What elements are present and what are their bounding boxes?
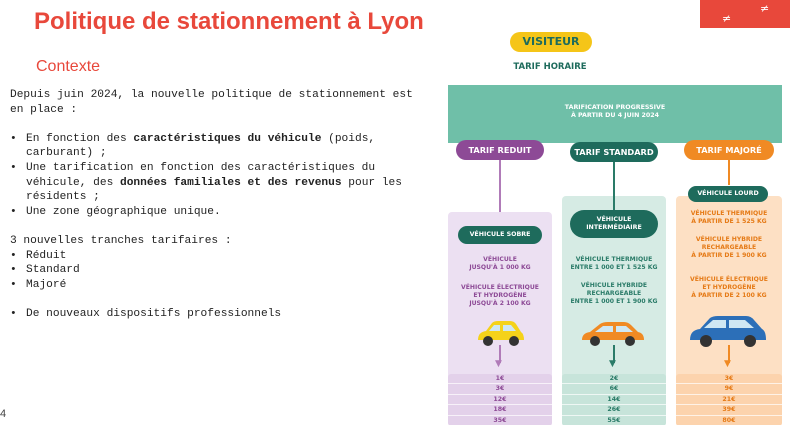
brand-logo bbox=[700, 0, 790, 28]
criteria-line: VÉHICULE ÉLECTRIQUE bbox=[461, 284, 539, 291]
vehicle-pill-line: VÉHICULE bbox=[596, 216, 632, 223]
tarif-horaire-label: TARIF HORAIRE bbox=[513, 62, 587, 72]
price-value: 2€ bbox=[562, 374, 666, 384]
tranche-label: Standard bbox=[26, 264, 80, 277]
vehicle-intermediaire-pill bbox=[570, 210, 658, 238]
criteria-line: RECHARGEABLE bbox=[701, 244, 757, 252]
criteria-line: ET HYDROGÈNE bbox=[702, 284, 756, 292]
criteria-line: ENTRE 1 000 ET 1 525 KG bbox=[570, 264, 658, 272]
criteria-line: À PARTIR DE 1 900 KG bbox=[691, 252, 767, 260]
tariff-infographic bbox=[440, 30, 790, 425]
bullet-text: Une tarification en fonction des caractéristiques du véhicule, des bbox=[26, 161, 376, 189]
logo-glyph: ≠ bbox=[722, 12, 732, 25]
bullet-item bbox=[10, 205, 430, 220]
bullet-glyph: • bbox=[10, 205, 17, 218]
bullet-glyph: • bbox=[10, 278, 17, 291]
small-car-icon bbox=[474, 318, 526, 348]
vehicle-criteria bbox=[564, 256, 664, 272]
bullet-glyph: • bbox=[10, 132, 17, 145]
criteria-line: JUSQU'À 1 000 KG bbox=[469, 264, 531, 272]
arrow-down-icon: ▼ bbox=[724, 359, 731, 369]
bullet-text: En fonction des bbox=[26, 132, 134, 145]
vehicle-criteria bbox=[564, 282, 664, 307]
vehicle-sobre-pill: VÉHICULE SOBRE bbox=[458, 226, 542, 244]
intro-text: Depuis juin 2024, la nouvelle politique de stationnement est en place : bbox=[10, 89, 420, 116]
bullet-item bbox=[10, 161, 430, 205]
bullet-glyph: • bbox=[10, 264, 17, 277]
tranches-intro: 3 nouvelles tranches tarifaires : bbox=[10, 234, 232, 247]
price-value: 3€ bbox=[676, 374, 782, 384]
progressive-pricing-banner bbox=[448, 85, 782, 143]
tranche-item bbox=[10, 249, 430, 264]
bullet-bold-text: données familiales et des revenus bbox=[120, 176, 342, 189]
price-value: 1€ bbox=[448, 374, 552, 384]
banner-line: À PARTIR DU 4 JUIN 2024 bbox=[570, 112, 660, 119]
tranche-label: Majoré bbox=[26, 278, 67, 291]
criteria-line: VÉHICULE HYBRIDE bbox=[580, 282, 648, 289]
criteria-line: RECHARGEABLE bbox=[586, 290, 642, 298]
car-wheel bbox=[625, 336, 635, 346]
bullet-text: Une zone géographique unique. bbox=[26, 205, 221, 218]
bullet-glyph: • bbox=[10, 161, 17, 174]
tarif-standard-header: TARIF STANDARD bbox=[570, 142, 658, 162]
criteria-line: JUSQU'À 2 100 KG bbox=[469, 300, 531, 308]
price-list-standard bbox=[562, 374, 666, 425]
bullet-text: De nouveaux dispositifs professionnels bbox=[26, 307, 282, 320]
page-number: 4 bbox=[0, 408, 7, 420]
connector-line bbox=[613, 162, 615, 210]
car-wheel bbox=[744, 335, 756, 347]
price-value: 35€ bbox=[448, 416, 552, 425]
medium-car-icon bbox=[580, 320, 646, 348]
criteria-line: VÉHICULE bbox=[483, 256, 517, 263]
price-value: 6€ bbox=[562, 384, 666, 394]
large-car-icon bbox=[688, 314, 768, 348]
price-value: 3€ bbox=[448, 384, 552, 394]
criteria-line: ENTRE 1 000 ET 1 900 KG bbox=[570, 298, 658, 306]
bullet-glyph: • bbox=[10, 249, 17, 262]
criteria-line: VÉHICULE THERMIQUE bbox=[690, 210, 768, 217]
criteria-line: VÉHICULE ÉLECTRIQUE bbox=[690, 276, 768, 283]
price-value: 80€ bbox=[676, 416, 782, 425]
vehicle-pill-line: INTERMÉDIAIRE bbox=[586, 224, 642, 231]
price-list-reduit bbox=[448, 374, 552, 425]
banner-line: TARIFICATION PROGRESSIVE bbox=[564, 104, 666, 111]
tranche-label: Réduit bbox=[26, 249, 67, 262]
vehicle-criteria bbox=[452, 256, 548, 272]
vehicle-criteria bbox=[678, 236, 780, 261]
price-value: 18€ bbox=[448, 405, 552, 415]
price-value: 26€ bbox=[562, 405, 666, 415]
price-value: 9€ bbox=[676, 384, 782, 394]
bullet-bold-text: caractéristiques du véhicule bbox=[133, 132, 322, 145]
slide-subtitle: Contexte bbox=[36, 58, 101, 75]
price-value: 14€ bbox=[562, 395, 666, 405]
tranche-item bbox=[10, 263, 430, 278]
logo-glyph: ≠ bbox=[760, 2, 770, 15]
car-wheel bbox=[590, 336, 600, 346]
criteria-line: ET HYDROGÈNE bbox=[473, 292, 527, 300]
vehicle-criteria bbox=[678, 210, 780, 226]
criteria-line: À PARTIR DE 1 525 KG bbox=[691, 218, 767, 226]
vehicle-lourd-pill: VÉHICULE LOURD bbox=[688, 186, 768, 202]
criteria-line: À PARTIR DE 2 100 KG bbox=[691, 292, 767, 300]
connector-line bbox=[728, 160, 730, 185]
connector-line bbox=[499, 160, 501, 212]
price-list-majore bbox=[676, 374, 782, 425]
bullet-item bbox=[10, 307, 430, 322]
price-value: 21€ bbox=[676, 395, 782, 405]
visiteur-badge: VISITEUR bbox=[510, 32, 592, 52]
body-text bbox=[10, 88, 430, 322]
car-body bbox=[690, 316, 766, 340]
car-wheel bbox=[509, 336, 519, 346]
car-wheel bbox=[483, 336, 493, 346]
bullet-glyph: • bbox=[10, 307, 17, 320]
car-wheel bbox=[700, 335, 712, 347]
bullet-text: pour les résidents ; bbox=[26, 176, 402, 204]
vehicle-criteria bbox=[678, 276, 780, 301]
bullet-text: (poids, carburant) ; bbox=[26, 132, 376, 160]
arrow-down-icon: ▼ bbox=[609, 359, 616, 369]
criteria-line: VÉHICULE HYBRIDE bbox=[695, 236, 763, 243]
tarif-majore-header: TARIF MAJORÉ bbox=[684, 140, 774, 160]
arrow-down-icon: ▼ bbox=[495, 359, 502, 369]
tranche-item bbox=[10, 278, 430, 293]
criteria-line: VÉHICULE THERMIQUE bbox=[575, 256, 653, 263]
price-value: 39€ bbox=[676, 405, 782, 415]
bullet-item bbox=[10, 132, 430, 161]
price-value: 55€ bbox=[562, 416, 666, 425]
vehicle-criteria bbox=[452, 284, 548, 309]
slide-title: Politique de stationnement à Lyon bbox=[34, 8, 424, 35]
tarif-reduit-header: TARIF REDUIT bbox=[456, 140, 544, 160]
price-value: 12€ bbox=[448, 395, 552, 405]
